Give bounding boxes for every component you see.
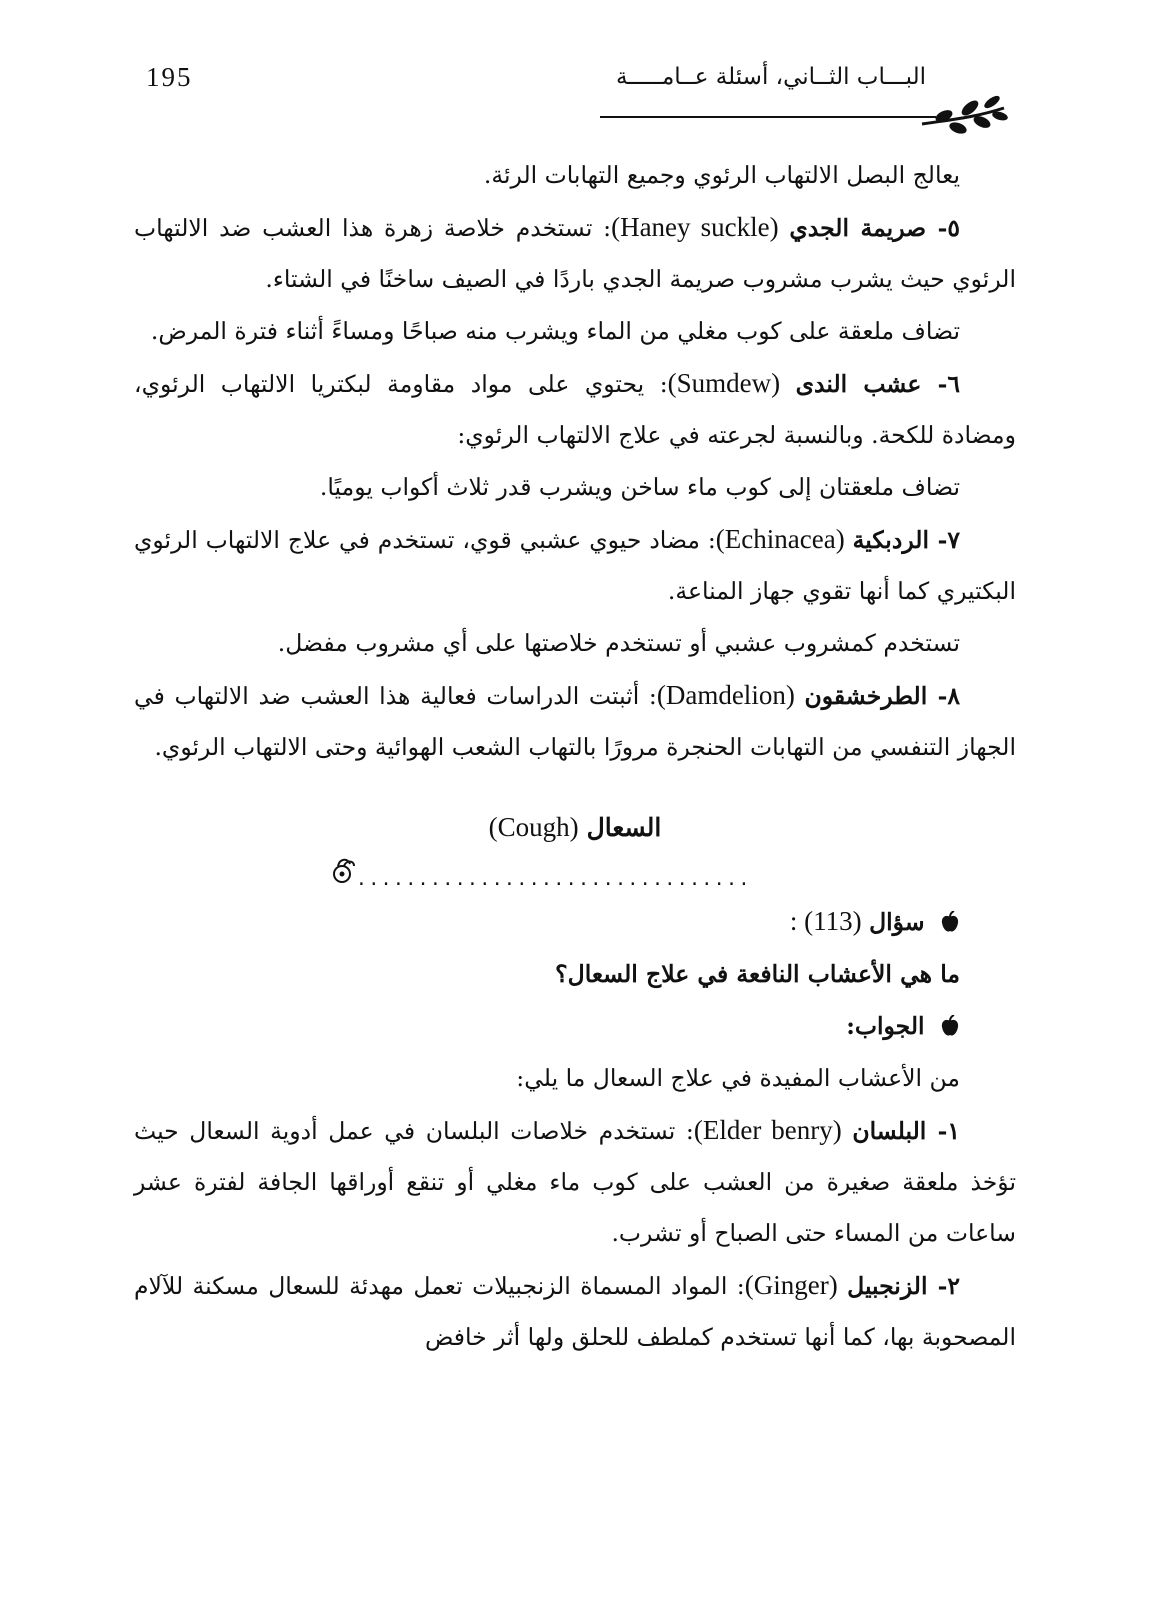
item-term: ٥- صريمة الجدي bbox=[789, 214, 960, 242]
paragraph-usage: تستخدم كمشروب عشبي أو تستخدم خلاصتها على أي مشروب مفضل. bbox=[277, 629, 960, 657]
item-description: : يحتوي على مواد مقاومة لبكتريا الالتهاب الرئوي، ومضادة للكحة. وبالنسبة لجرعته في علاج الالتهاب الرئوي: bbox=[134, 370, 1016, 449]
item-elderberry bbox=[134, 1105, 1016, 1259]
item-latin-name: (Elder benry) bbox=[693, 1115, 842, 1145]
item-term: ٨- الطرخشقون bbox=[804, 682, 960, 710]
question-number: (113) : bbox=[789, 906, 862, 936]
item-term: ٧- الردبكية bbox=[852, 526, 960, 554]
apple-icon bbox=[940, 911, 960, 933]
leaf-branch-icon bbox=[918, 94, 1008, 134]
paragraph-dosage: تضاف ملعقة على كوب مغلي من الماء ويشرب منه صباحًا ومساءً أثناء فترة المرض. bbox=[150, 317, 960, 345]
item-latin-name: (Sumdew) bbox=[667, 368, 781, 398]
answer-heading bbox=[134, 1001, 1016, 1052]
flower-ornament-icon bbox=[328, 856, 358, 886]
item-latin-name: (Damdelion) bbox=[656, 680, 795, 710]
item-echinacea bbox=[134, 514, 1016, 617]
section-title bbox=[134, 799, 1016, 856]
item-latin-name: (Ginger) bbox=[744, 1270, 838, 1300]
question-text: ما هي الأعشاب النافعة في علاج السعال؟ bbox=[555, 960, 960, 988]
header-rule bbox=[600, 116, 936, 118]
page-number: 195 bbox=[146, 62, 193, 92]
item-term: ١- البلسان bbox=[852, 1117, 960, 1145]
answer-intro: من الأعشاب المفيدة في علاج السعال ما يلي: bbox=[516, 1064, 960, 1092]
item-latin-name: (Echinacea) bbox=[715, 524, 845, 554]
item-description: : مضاد حيوي عشبي قوي، تستخدم في علاج الالتهاب الرئوي البكتيري كما أنها تقوي جهاز المناعة. bbox=[134, 526, 1016, 605]
dotted-rule: ................................ bbox=[356, 869, 751, 890]
item-term: ٦- عشب الندى bbox=[795, 370, 960, 398]
paragraph-dosage: تضاف ملعقتان إلى كوب ماء ساخن ويشرب قدر ثلاث أكواب يوميًا. bbox=[319, 473, 960, 501]
paragraph-onion: يعالج البصل الالتهاب الرئوي وجميع التهابات الرئة. bbox=[483, 161, 960, 189]
item-description: : تستخدم خلاصة زهرة هذا العشب ضد الالتهاب الرئوي حيث يشرب مشروب صريمة الجدي باردًا في الصيف ساخنًا في الشتاء. bbox=[134, 214, 1016, 293]
section-divider bbox=[134, 856, 1016, 896]
item-honeysuckle bbox=[134, 202, 1016, 305]
answer-label: الجواب: bbox=[846, 1012, 925, 1040]
item-description: : أثبتت الدراسات فعالية هذا العشب ضد الالتهاب في الجهاز التنفسي من التهابات الحنجرة مرورًا بالتهاب الشعب الهوائية وحتى الالتهاب الرئوي. bbox=[134, 682, 1016, 761]
item-sundew bbox=[134, 358, 1016, 461]
item-latin-name: (Haney suckle) bbox=[611, 212, 779, 242]
item-dandelion bbox=[134, 670, 1016, 773]
item-description: : المواد المسماة الزنجبيلات تعمل مهدئة للسعال مسكنة للآلام المصحوبة بها، كما أنها تستخدم كملطف للحلق ولها أثر خافض bbox=[134, 1272, 1016, 1351]
item-description: : تستخدم خلاصات البلسان في عمل أدوية السعال حيث تؤخذ ملعقة صغيرة من العشب على كوب ماء مغلي أو تنقع أوراقها الجافة لفترة عشر ساعات من المساء حتى الصباح أو تشرب. bbox=[134, 1117, 1016, 1247]
apple-icon bbox=[940, 1015, 960, 1037]
item-ginger bbox=[134, 1260, 1016, 1363]
question-label: سؤال bbox=[869, 908, 925, 936]
section-title-latin: (Cough) bbox=[488, 812, 579, 842]
page-body bbox=[134, 150, 1016, 1364]
running-title: البـــاب الثــاني، أسئلة عــامـــــة bbox=[615, 64, 926, 90]
section-title-arabic: السعال bbox=[586, 813, 662, 842]
item-term: ٢- الزنجبيل bbox=[847, 1272, 961, 1300]
